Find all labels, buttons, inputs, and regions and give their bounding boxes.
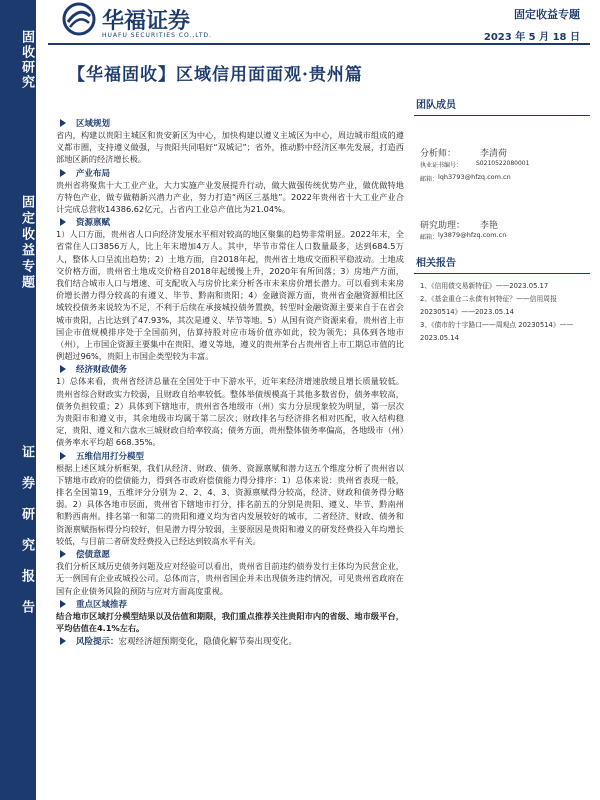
report-title: 【华福固收】区域信用面面观·贵州篇 [68, 65, 363, 85]
triangle-bullet-icon [60, 550, 66, 558]
section-heading [50, 216, 406, 228]
related-list [414, 280, 592, 345]
risk-line [50, 635, 406, 647]
analyst-role: 分析师： [420, 149, 457, 159]
sidebar-label-middle: 固定收益专题 [19, 195, 34, 291]
section-heading [50, 598, 406, 610]
section-heading-text: 偿债意愿 [76, 550, 111, 561]
triangle-bullet-icon [60, 119, 66, 127]
section-paragraph: 1）人口方面，贵州省人口向经济发展水平相对较高的地区聚集的趋势非常明显。2022年末，全省常住人口3856万人，比上年末增加4万人。其中，毕节市常住人口数量最多，达到684.5万人，整体人口呈流出趋势；2）土地方面，自2018年起，贵州省土地成交面积平稳波动。土地成交价格方面，贵州省土地成交价格自2018年起缓慢上升，2020年有所回落；3）房地产方面，我们结合城市人口与增速、可支配收入与房价比来分析各市未来房价增长潜力。可以看到未来房价增长潜力得分较高的有遵义、毕节、黔南和贵阳；4）金融资源方面，贵州省金融资源相比区域较投债务来说较为不足，不利于后续在承接城投债务置换，转型时金融资源主要来自于在省会城市贵阳，占比达到了47.93%，其次是遵义、毕节等地。5）从国有资产资源来看，贵州省上市国企市值规模排序处于全国前列，估算持股对应市场价值亦如此，较为领先；具体到各地市（州），上市国企资源主要集中在贵阳、遵义等地，遵义的贵州茅台占贵州省上市工期总市值的比例超过96%，贵阳上市国企类型较为丰富。 [56, 229, 404, 362]
section-paragraph: 根据上述区域分析框架，我们从经济、财政、债务、资源禀赋和潜力这五个维度分析了贵州省以下辖地市政府的偿债能力，得到各市政府偿债能力得分排序：1）总体来说：贵州省表现一般，排名全国第19，五维评分分别为 2、2、4、3、资源禀赋得分较高，经济、财政和债务得分略弱。2）具体各地市层面，贵州省下辖地市打分，排名前五的分别是贵阳、遵义、毕节、黔南州和黔西南州。排名第一和第二的贵阳和遵义均为省内发展较好的城市，二者经济、财政、债务和资源禀赋指标得分均较好，但是潜力得分较弱，主要原因是贵阳和遵义的研发经费投入年均增长较低，与目前二者研发经费投入已经达到较高水平有关。 [56, 462, 404, 546]
related-heading: 相关报告 [416, 258, 456, 269]
section-paragraph: 1）总体来看，贵州省经济总量在全国处于中下游水平，近年来经济增速放缓且增长质量较低。贵州省综合财政实力较弱，且财政自给率较低。整体举债规模高于其他多数省份，债务率较高，债务负担较重；2）具体到下辖地市，贵州省各地级市（州）实力分层现象较为明显，第一层次为贵阳市和遵义市，其余地级市均属于第二层次；财政排名与经济排名相对匹配，收入结构稳定，贵阳、遵义和六盘水三城财政自给率较高；债务方面，贵州整体债务率偏高，各地级市（州）债务率水平均超 668.35%。 [56, 376, 404, 448]
triangle-bullet-icon [60, 365, 66, 373]
team-divider [414, 115, 590, 116]
section-heading [50, 450, 406, 462]
logo-subtext: HUAFU SECURITIES CO.,LTD. [102, 32, 213, 39]
analyst-email[interactable]: lqh3793@hfzq.com.cn [438, 173, 511, 181]
section-heading-text: 重点区域推荐 [76, 599, 128, 610]
risk-text: 宏观经济超预期变化，隐債化解节奏出现变化。 [118, 637, 298, 648]
assistant-email[interactable]: ly3879@hfzq.com.cn [438, 231, 507, 239]
triangle-bullet-icon [60, 218, 66, 226]
risk-label: 风险提示： [76, 637, 119, 648]
section-paragraph: 我们分析区域历史债务问题及应对经验可以看出，贵州省目前违约债券发行主体均为民营企业，无一例国有企业或城投公司。总体而言，贵州省国企并未出现债务违约情况，可见贵州省政府在国有企业债务风险的预防与应对方面高度重视。 [56, 561, 404, 596]
assistant-card [414, 218, 600, 278]
triangle-bullet-icon [60, 452, 66, 460]
section-paragraph: 结合地市区域打分模型结果以及估值和期限，我们重点推荐关注贵阳市内的省级、地市级平台，平均估值在4.1%左右。 [56, 610, 404, 633]
header-divider [48, 43, 590, 45]
analyst-mail-label: 邮箱： [420, 176, 439, 183]
analyst-name: 李清荷 [480, 149, 508, 159]
section-paragraph: 贵州省将聚焦十大工业产业，大力实施产业发展提升行动，做大做强传统优势产业，做优做特地方特色产业，做专做精新兴潜力产业，努力打造“两区三基地”。2022年贵州省十大工业产业合计完成总营收14386.62亿元，占省内工业总产值比为21.04%。 [56, 179, 404, 215]
section-paragraph: 省内，构建以贵阳主城区和贵安新区为中心，加快构建以遵义主城区为中心，周边城市组成的遵义都市圈，支持遵义做强，与贵阳共同唱好“双城记”；省外，推动黔中经济区率先发展，打造西部地区新的经济增长极。 [56, 130, 404, 165]
logo-swirl-icon [62, 2, 96, 36]
report-category: 固定收益专题 [514, 8, 580, 21]
related-item[interactable]: 3、《债市的十字路口——周观点 20230514》——2023.05.14 [420, 321, 574, 342]
right-panel [414, 96, 600, 345]
sidebar-label-bottom: 证券研究报告 [19, 445, 34, 631]
assistant-role: 研究助理： [420, 221, 466, 231]
analyst-card [414, 146, 600, 206]
section-heading [50, 167, 406, 179]
assistant-name: 李艳 [480, 221, 499, 231]
logo-text: 华福证券 [102, 9, 191, 34]
analyst-cert-label: 执业证书编号： [420, 162, 463, 169]
main-content [50, 116, 406, 800]
report-date: 2023 年 5 月 18 日 [483, 32, 580, 43]
left-sidebar [0, 0, 36, 800]
section-heading [50, 117, 406, 129]
assistant-mail-label: 邮箱： [420, 234, 439, 241]
related-item[interactable]: 2、《基金重仓二永债有何特征？——信用周报 20230514》——2023.05.14 [420, 295, 557, 316]
analyst-cert: S0210522080001 [476, 160, 530, 167]
section-heading [50, 363, 406, 375]
triangle-bullet-icon [60, 169, 66, 177]
section-heading-text: 五维信用打分模型 [76, 451, 145, 462]
header-meta [484, 0, 580, 43]
section-heading-text: 区域规划 [76, 119, 111, 129]
triangle-bullet-icon [60, 637, 66, 645]
sidebar-label-top: 固收研究 [19, 30, 34, 90]
section-heading [50, 548, 406, 560]
related-item[interactable]: 1、《信用债交易新特征》——2023.05.17 [420, 282, 549, 290]
section-heading-text: 产业布局 [76, 168, 111, 179]
section-heading-text: 资源禀赋 [76, 218, 111, 229]
triangle-bullet-icon [60, 600, 66, 608]
team-heading: 团队成员 [416, 100, 456, 111]
section-heading-text: 经济财政债务 [76, 365, 128, 376]
